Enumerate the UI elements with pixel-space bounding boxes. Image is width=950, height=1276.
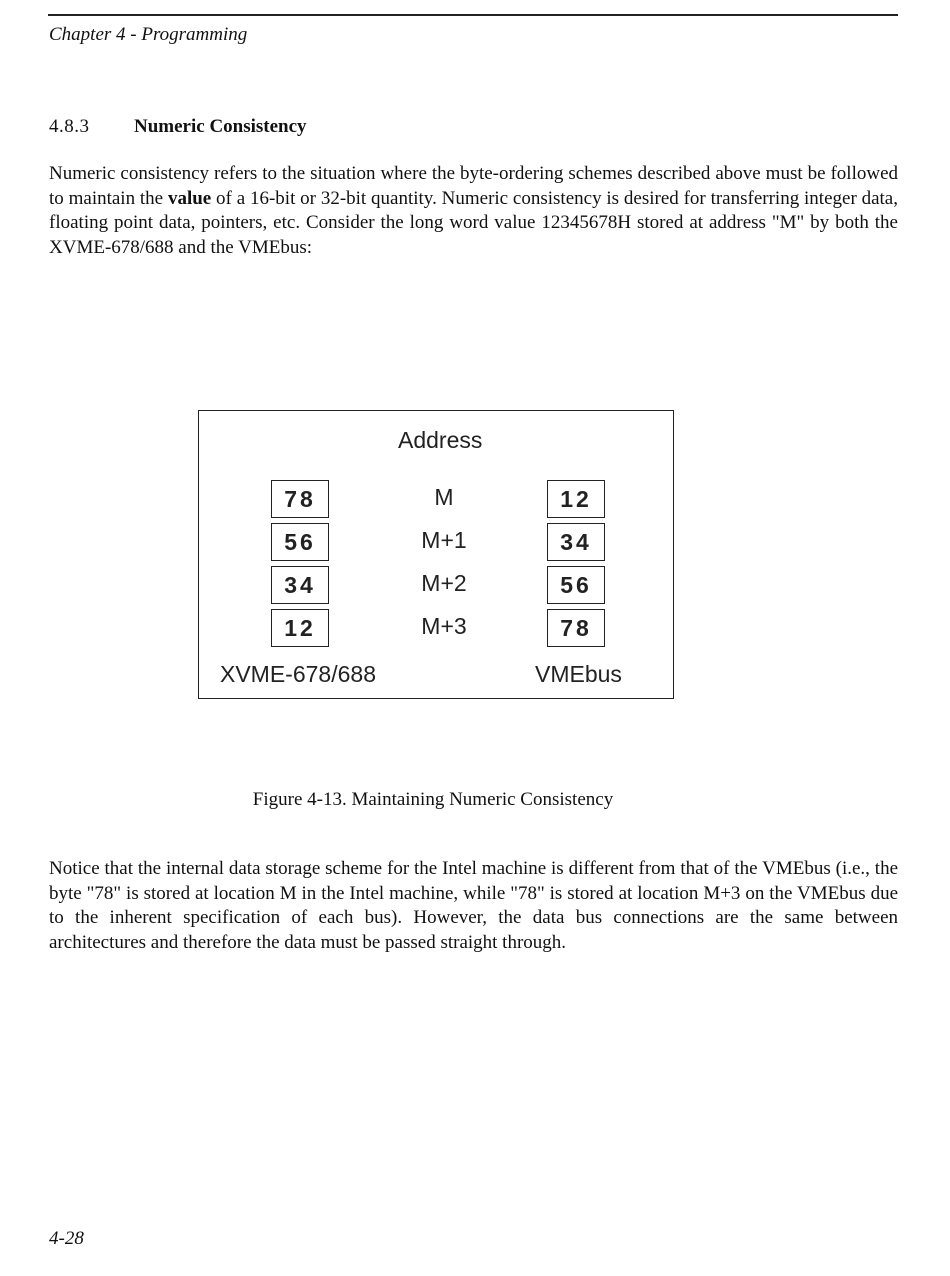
left-byte-cell: 78 (271, 480, 329, 518)
byte-order-figure (198, 410, 674, 699)
right-byte-cell: 56 (547, 566, 605, 604)
address-label: M+3 (421, 613, 467, 639)
right-byte-cell: 34 (547, 523, 605, 561)
left-byte-cell: 34 (271, 566, 329, 604)
header-rule (48, 14, 898, 16)
address-label: M (434, 484, 454, 510)
section-number: 4.8.3 (49, 116, 90, 137)
intro-paragraph (49, 162, 898, 260)
intro-bold-word: value (167, 187, 212, 209)
left-byte-cell: 56 (271, 523, 329, 561)
page-number: 4-28 (49, 1228, 84, 1249)
section-title: Numeric Consistency (134, 116, 307, 137)
address-label: M+2 (421, 570, 467, 596)
address-label: M+1 (421, 527, 467, 553)
right-byte-cell: 12 (547, 480, 605, 518)
xvme-column-label: XVME-678/688 (220, 661, 376, 687)
vmebus-column-label: VMEbus (535, 661, 622, 687)
figure-caption: Figure 4-13. Maintaining Numeric Consistency (252, 789, 614, 810)
intro-text-start: Numeric consistency refers to the situation where the byte-ordering schemes described above must be followed to maintain the (49, 163, 898, 209)
address-heading: Address (398, 427, 483, 453)
notice-paragraph: Notice that the internal data storage scheme for the Intel machine is different from that of the VMEbus (i.e., the byte "78" is stored at location M in the Intel machine, while "78" is stored at location M+3 on the VMEbus due to the inherent specification of each bus). However, the data bus connections are the same between architectures and therefore the data must be passed straight through. (49, 858, 898, 953)
left-byte-cell: 12 (271, 609, 329, 647)
right-byte-cell: 78 (547, 609, 605, 647)
running-head: Chapter 4 - Programming (49, 24, 248, 45)
intro-text-end: of a 16-bit or 32-bit quantity. Numeric consistency is desired for transferring integer data, floating point data, pointers, etc. Consider the long word value 12345678H stored at address "M" by both the XVME-678/688 and the VMEbus: (49, 187, 898, 258)
